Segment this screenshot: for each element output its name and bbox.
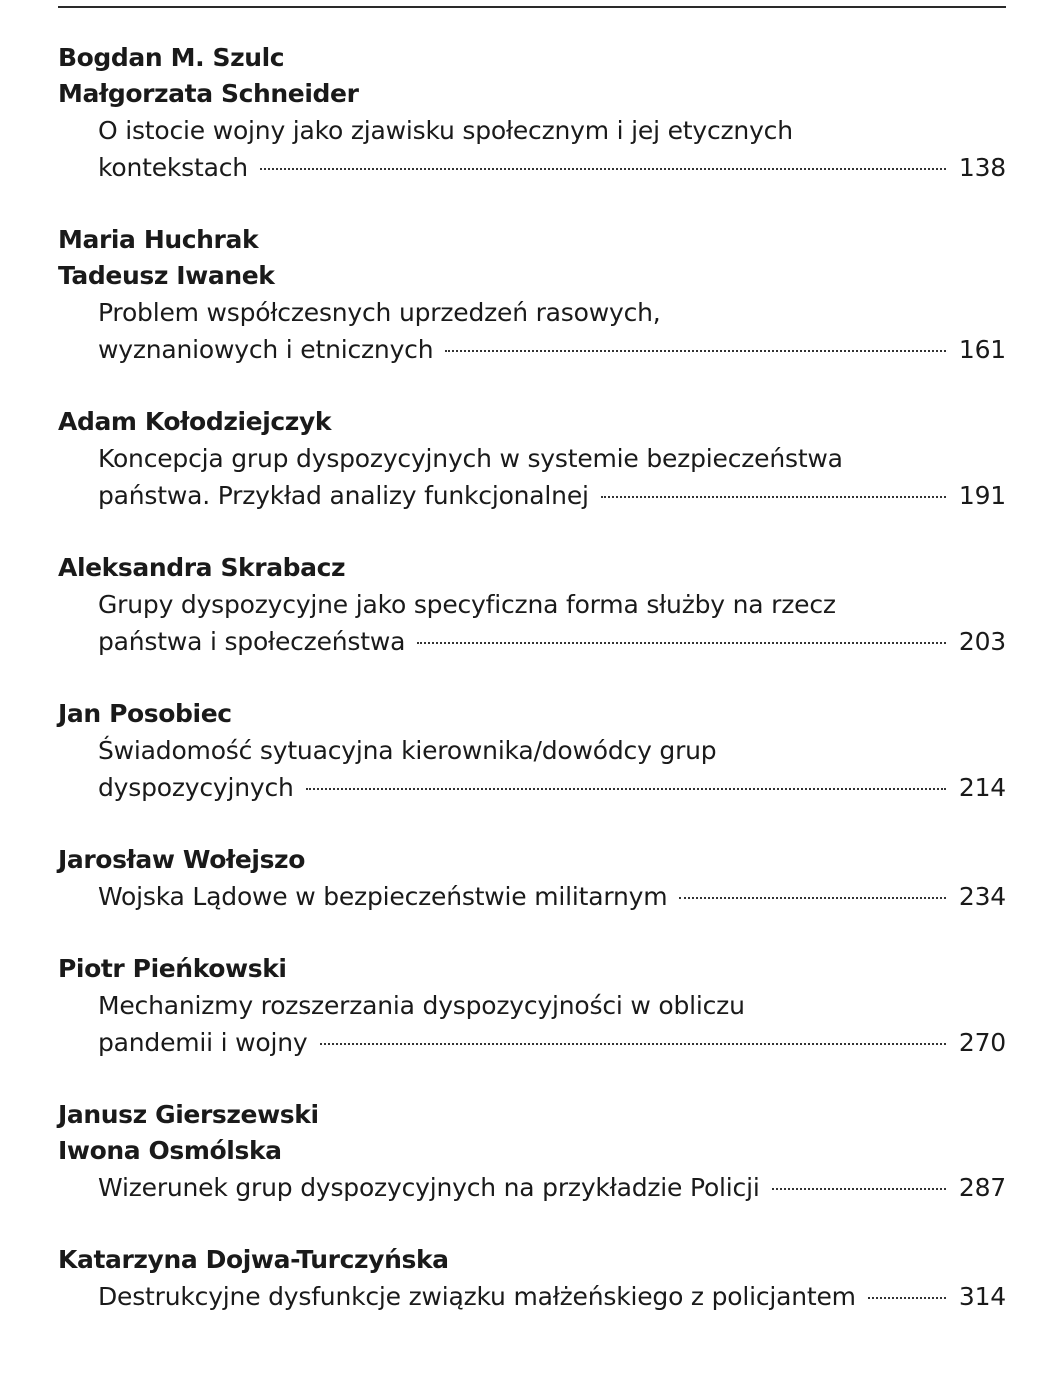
chapter-title-text: kontekstach xyxy=(98,153,248,182)
chapter-title-text: wyznaniowych i etnicznych xyxy=(98,335,434,364)
chapter-title-text: Wizerunek grup dyspozycyjnych na przykładzie Policji xyxy=(98,1173,760,1202)
author-name: Jan Posobiec xyxy=(58,699,232,728)
chapter-title xyxy=(58,1278,1006,1315)
table-of-contents xyxy=(58,40,1006,1351)
author-name: Katarzyna Dojwa-Turczyńska xyxy=(58,1245,449,1274)
chapter-title-line: Mechanizmy rozszerzania dyspozycyjności w obliczu xyxy=(98,991,745,1020)
dot-leader xyxy=(772,1188,946,1190)
chapter-title-line: Świadomość sytuacyjna kierownika/dowódcy grup xyxy=(98,736,717,765)
dot-leader xyxy=(445,350,946,352)
toc-entry xyxy=(58,40,1006,186)
chapter-title-text: dyspozycyjnych xyxy=(98,773,294,802)
page-number: 191 xyxy=(958,481,1006,510)
dot-leader xyxy=(260,168,946,170)
chapter-title xyxy=(58,987,1006,1061)
toc-entry xyxy=(58,222,1006,368)
chapter-title-text: państwa. Przykład analizy funkcjonalnej xyxy=(98,481,589,510)
chapter-title-text: pandemii i wojny xyxy=(98,1028,308,1057)
toc-entry xyxy=(58,696,1006,806)
page-number: 270 xyxy=(958,1028,1006,1057)
dot-leader xyxy=(306,788,946,790)
author-name: Jarosław Wołejszo xyxy=(58,845,305,874)
author-name: Maria Huchrak xyxy=(58,225,259,254)
top-rule xyxy=(58,6,1006,8)
chapter-title-line: Koncepcja grup dyspozycyjnych w systemie bezpieczeństwa xyxy=(98,444,843,473)
author-name: Janusz Gierszewski xyxy=(58,1100,319,1129)
toc-entry xyxy=(58,550,1006,660)
dot-leader xyxy=(320,1043,947,1045)
chapter-title-last-line xyxy=(98,1024,1006,1061)
page-number: 138 xyxy=(958,153,1006,182)
chapter-title-last-line xyxy=(98,331,1006,368)
author-name: Adam Kołodziejczyk xyxy=(58,407,332,436)
chapter-title-line: O istocie wojny jako zjawisku społecznym i jej etycznych xyxy=(98,116,793,145)
dot-leader xyxy=(679,897,946,899)
chapter-title-last-line xyxy=(98,1169,1006,1206)
chapter-title xyxy=(58,878,1006,915)
chapter-title-last-line xyxy=(98,1278,1006,1315)
author-name: Aleksandra Skrabacz xyxy=(58,553,346,582)
toc-entry xyxy=(58,842,1006,915)
toc-entry xyxy=(58,951,1006,1061)
dot-leader xyxy=(601,496,946,498)
author-name: Iwona Osmólska xyxy=(58,1136,282,1165)
chapter-title-text: Destrukcyjne dysfunkcje związku małżeńskiego z policjantem xyxy=(98,1282,856,1311)
chapter-title xyxy=(58,732,1006,806)
toc-entry xyxy=(58,1097,1006,1206)
toc-entry xyxy=(58,1242,1006,1315)
chapter-title-last-line xyxy=(98,149,1006,186)
toc-entry xyxy=(58,404,1006,514)
author-name: Tadeusz Iwanek xyxy=(58,261,275,290)
chapter-title-line: Problem współczesnych uprzedzeń rasowych, xyxy=(98,298,661,327)
chapter-title-last-line xyxy=(98,623,1006,660)
chapter-title-text: Wojska Lądowe w bezpieczeństwie militarnym xyxy=(98,882,668,911)
page-number: 161 xyxy=(958,335,1006,364)
page-number: 234 xyxy=(958,882,1006,911)
page-number: 314 xyxy=(958,1282,1006,1311)
chapter-title-line: Grupy dyspozycyjne jako specyficzna forma służby na rzecz xyxy=(98,590,836,619)
chapter-title-last-line xyxy=(98,769,1006,806)
author-name: Piotr Pieńkowski xyxy=(58,954,287,983)
chapter-title xyxy=(58,1169,1006,1206)
page-number: 287 xyxy=(958,1173,1006,1202)
chapter-title xyxy=(58,112,1006,186)
chapter-title-last-line xyxy=(98,477,1006,514)
chapter-title-text: państwa i społeczeństwa xyxy=(98,627,406,656)
page-number: 214 xyxy=(958,773,1006,802)
dot-leader xyxy=(417,642,946,644)
chapter-title xyxy=(58,294,1006,368)
page-number: 203 xyxy=(958,627,1006,656)
author-name: Małgorzata Schneider xyxy=(58,79,359,108)
dot-leader xyxy=(868,1297,946,1299)
author-name: Bogdan M. Szulc xyxy=(58,43,285,72)
chapter-title-last-line xyxy=(98,878,1006,915)
chapter-title xyxy=(58,440,1006,514)
chapter-title xyxy=(58,586,1006,660)
